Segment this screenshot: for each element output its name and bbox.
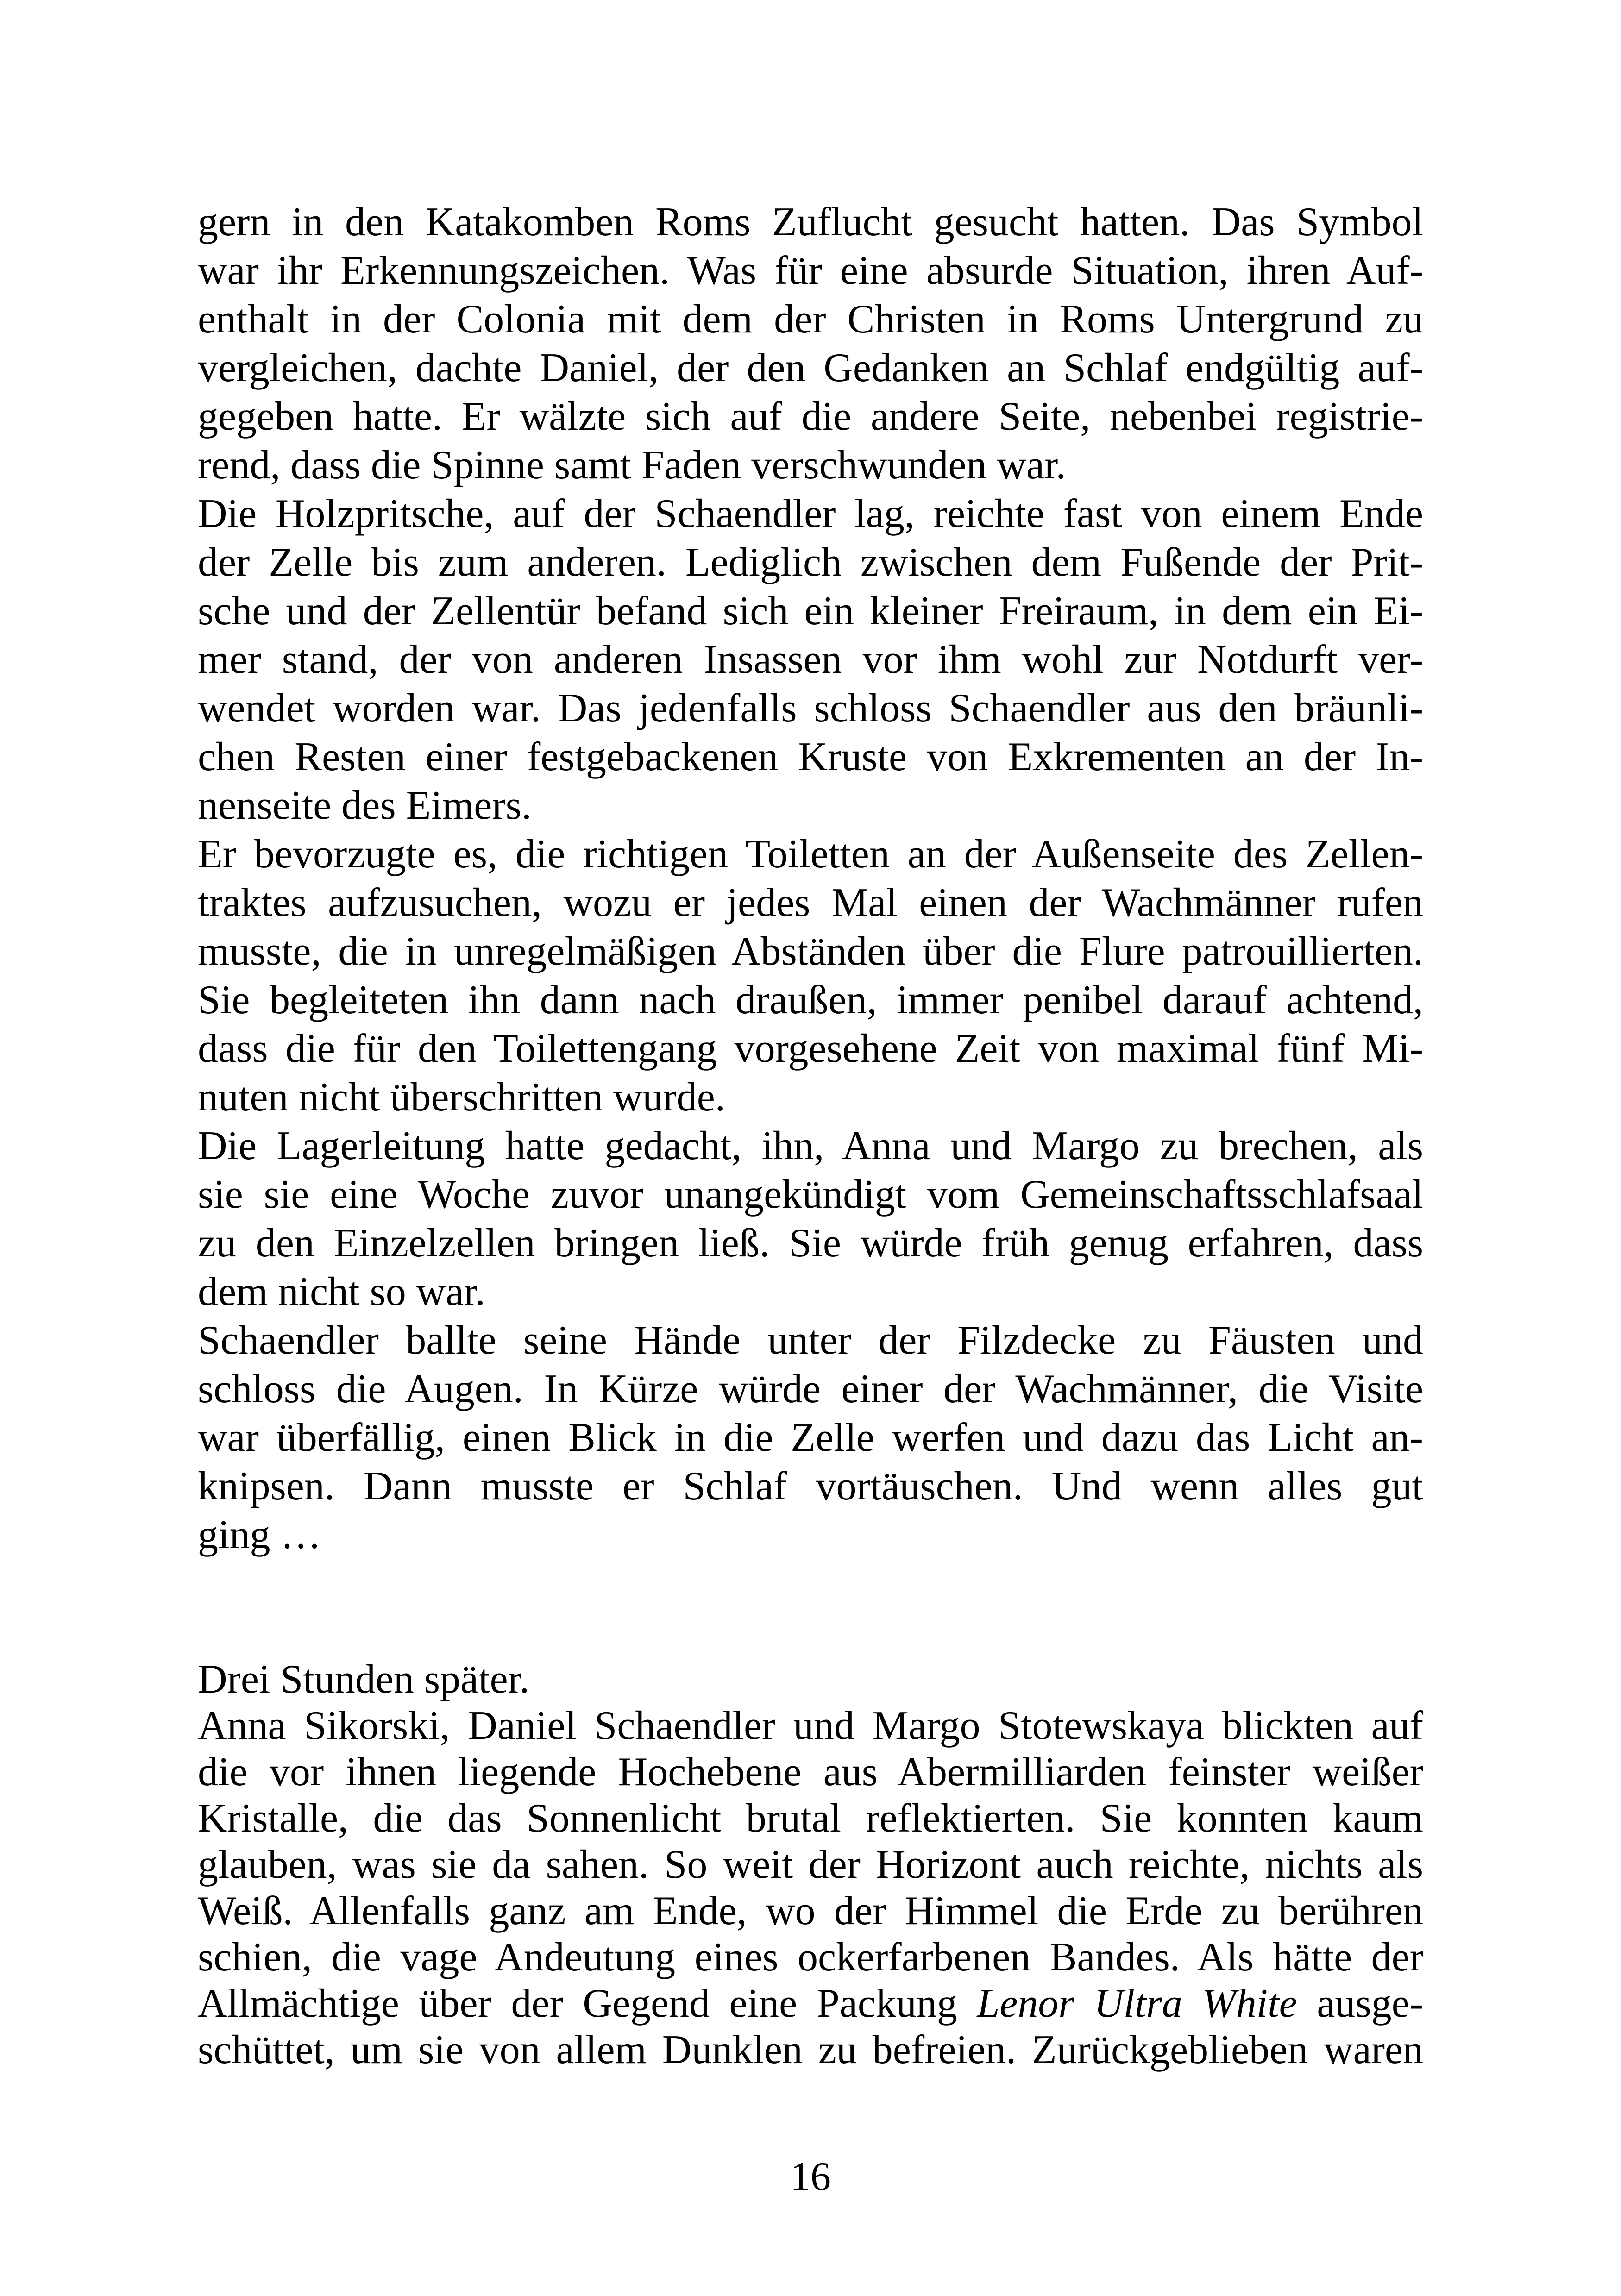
- text-line: nenseite des Eimers.: [198, 783, 532, 828]
- text-line: mer stand, der von anderen Insassen vor ihm wohl zur Notdurft ver-: [198, 637, 1423, 682]
- text-line: Er bevorzugte es, die richtigen Toiletten an der Außenseite des Zellen-: [198, 832, 1423, 877]
- text-line: der Zelle bis zum anderen. Lediglich zwischen dem Fußende der Prit-: [198, 540, 1423, 585]
- text-line: Anna Sikorski, Daniel Schaendler und Margo Stotewskaya blickten auf: [198, 1703, 1423, 1748]
- page-number: 16: [790, 2154, 831, 2199]
- text-line: Schaendler ballte seine Hände unter der Filzdecke zu Fäusten und: [198, 1318, 1423, 1363]
- paragraph: [198, 830, 1423, 1122]
- text-line: Die Lagerleitung hatte gedacht, ihn, Anna und Margo zu brechen, als: [198, 1123, 1423, 1168]
- paragraph: [198, 1316, 1423, 1559]
- text-line: Die Holzpritsche, auf der Schaendler lag, reichte fast von einem Ende: [198, 491, 1423, 536]
- text-line: war ihr Erkennungszeichen. Was für eine absurde Situation, ihren Auf-: [198, 248, 1423, 293]
- text-line: [198, 1981, 1423, 2027]
- text-line: Sie begleiteten ihn dann nach draußen, immer penibel darauf achtend,: [198, 978, 1423, 1023]
- text-segment: ausge-: [1297, 1981, 1424, 2026]
- text-line: Drei Stunden später.: [198, 1657, 530, 1702]
- text-line: sie sie eine Woche zuvor unangekündigt vom Gemeinschaftsschlafsaal: [198, 1172, 1423, 1217]
- text-line: nuten nicht überschritten wurde.: [198, 1075, 725, 1120]
- text-line: vergleichen, dachte Daniel, der den Gedanken an Schlaf endgültig auf-: [198, 345, 1423, 390]
- paragraph: [198, 1656, 1423, 1703]
- text-line: musste, die in unregelmäßigen Abständen über die Flure patrouillierten.: [198, 929, 1423, 974]
- text-line: die vor ihnen liegende Hochebene aus Abermilliarden feinster weißer: [198, 1750, 1423, 1794]
- text-line: traktes aufzusuchen, wozu er jedes Mal einen der Wachmänner rufen: [198, 880, 1423, 925]
- text-line: wendet worden war. Das jedenfalls schloss Schaendler aus den bräunli-: [198, 686, 1423, 731]
- text-line: war überfällig, einen Blick in die Zelle werfen und dazu das Licht an-: [198, 1415, 1423, 1460]
- page-body: [198, 198, 1423, 2073]
- text-segment: Allmächtige über der Gegend eine Packung: [198, 1981, 977, 2026]
- italic-product-name: Lenor Ultra White: [977, 1981, 1297, 2026]
- text-line: knipsen. Dann musste er Schlaf vortäuschen. Und wenn alles gut: [198, 1464, 1423, 1509]
- text-line: schien, die vage Andeutung eines ockerfarbenen Bandes. Als hätte der: [198, 1935, 1423, 1980]
- text-line: glauben, was sie da sahen. So weit der Horizont auch reichte, nichts als: [198, 1842, 1423, 1887]
- text-line: enthalt in der Colonia mit dem der Christen in Roms Untergrund zu: [198, 297, 1423, 342]
- text-line: dass die für den Toilettengang vorgesehene Zeit von maximal fünf Mi-: [198, 1026, 1423, 1071]
- text-line: Kristalle, die das Sonnenlicht brutal reflektierten. Sie konnten kaum: [198, 1796, 1423, 1841]
- paragraph: [198, 1122, 1423, 1316]
- text-line: Weiß. Allenfalls ganz am Ende, wo der Himmel die Erde zu berühren: [198, 1888, 1423, 1933]
- text-line: dem nicht so war.: [198, 1269, 485, 1314]
- text-line: chen Resten einer festgebackenen Kruste von Exkrementen an der In-: [198, 734, 1423, 779]
- text-line: rend, dass die Spinne samt Faden verschwunden war.: [198, 443, 1066, 488]
- text-line: schloss die Augen. In Kürze würde einer der Wachmänner, die Visite: [198, 1367, 1423, 1411]
- paragraph: [198, 489, 1423, 830]
- paragraph: [198, 1703, 1423, 2073]
- paragraph: [198, 198, 1423, 489]
- text-line: gern in den Katakomben Roms Zuflucht gesucht hatten. Das Symbol: [198, 200, 1423, 245]
- text-line: zu den Einzelzellen bringen ließ. Sie würde früh genug erfahren, dass: [198, 1221, 1423, 1266]
- text-line: gegeben hatte. Er wälzte sich auf die andere Seite, nebenbei registrie-: [198, 394, 1423, 439]
- text-line: ging …: [198, 1512, 321, 1557]
- text-line: schüttet, um sie von allem Dunklen zu befreien. Zurückgeblieben waren: [198, 2027, 1423, 2072]
- text-line: sche und der Zellentür befand sich ein kleiner Freiraum, in dem ein Ei-: [198, 589, 1423, 634]
